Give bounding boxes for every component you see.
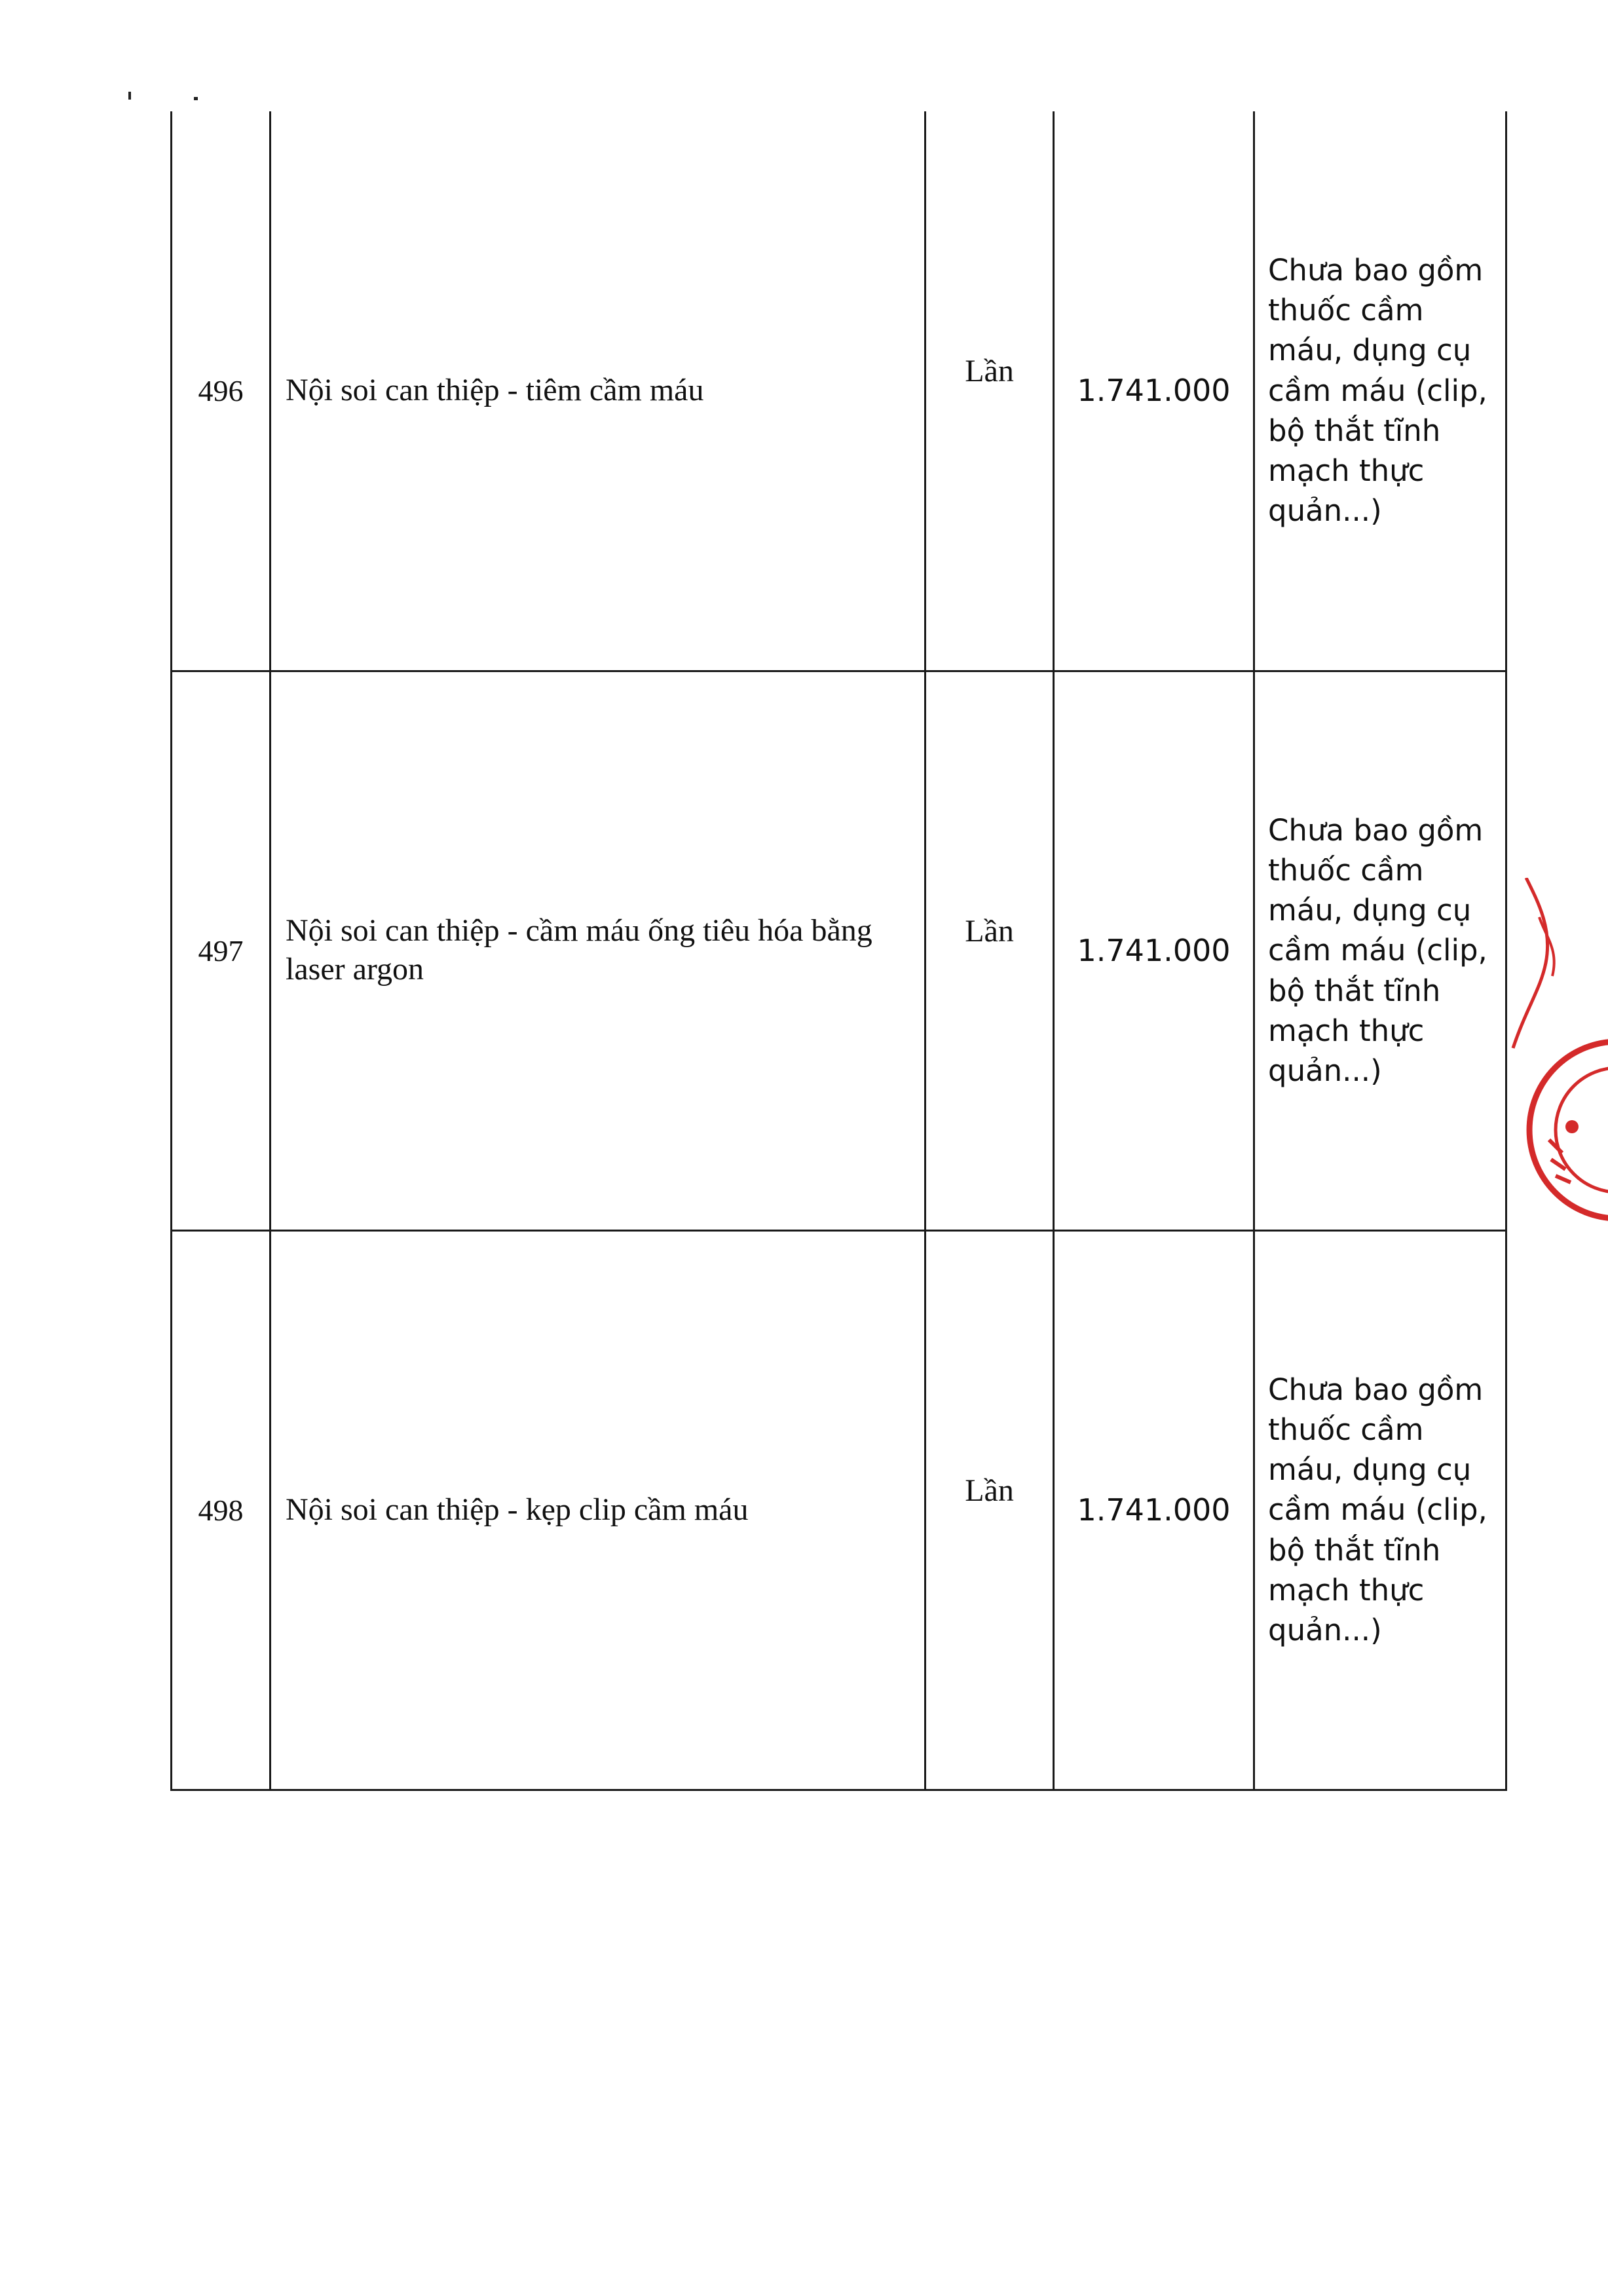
unit: Lần: [965, 353, 1014, 388]
price: 1.741.000: [1077, 373, 1231, 409]
price-cell: [1054, 671, 1254, 1230]
service-name: Nội soi can thiệp - tiêm cầm máu: [271, 111, 926, 671]
service-name: Nội soi can thiệp - kẹp clip cầm máu: [271, 1230, 926, 1790]
table-row: [172, 1230, 1506, 1790]
unit: Lần: [965, 913, 1014, 949]
price: 1.741.000: [1077, 1492, 1231, 1528]
row-number: 498: [172, 1230, 271, 1790]
unit: Lần: [965, 1473, 1014, 1508]
unit-cell: [926, 671, 1054, 1230]
price-cell: [1054, 111, 1254, 671]
service-name: Nội soi can thiệp - cầm máu ống tiêu hóa bằng laser argon: [271, 671, 926, 1230]
red-seal-stamp: [1500, 878, 1608, 1271]
table-row: [172, 111, 1506, 671]
note: Chưa bao gồm thuốc cầm máu, dụng cụ cầm máu (clip, bộ thắt tĩnh mạch thực quản...): [1254, 1230, 1506, 1790]
scan-mark: [128, 92, 131, 100]
signature-stroke: [1513, 878, 1548, 1048]
price-cell: [1054, 1230, 1254, 1790]
row-number: 497: [172, 671, 271, 1230]
table-row: [172, 671, 1506, 1230]
scan-mark: [194, 97, 198, 100]
unit-cell: [926, 1230, 1054, 1790]
price: 1.741.000: [1077, 933, 1231, 968]
note: Chưa bao gồm thuốc cầm máu, dụng cụ cầm máu (clip, bộ thắt tĩnh mạch thực quản...): [1254, 671, 1506, 1230]
seal-inner-ring: [1556, 1068, 1608, 1192]
row-number: 496: [172, 111, 271, 671]
unit-cell: [926, 111, 1054, 671]
seal-lettering: [1549, 1140, 1571, 1182]
seal-dot: [1565, 1120, 1579, 1133]
note: Chưa bao gồm thuốc cầm máu, dụng cụ cầm máu (clip, bộ thắt tĩnh mạch thực quản...): [1254, 111, 1506, 671]
price-table: [170, 111, 1507, 1791]
